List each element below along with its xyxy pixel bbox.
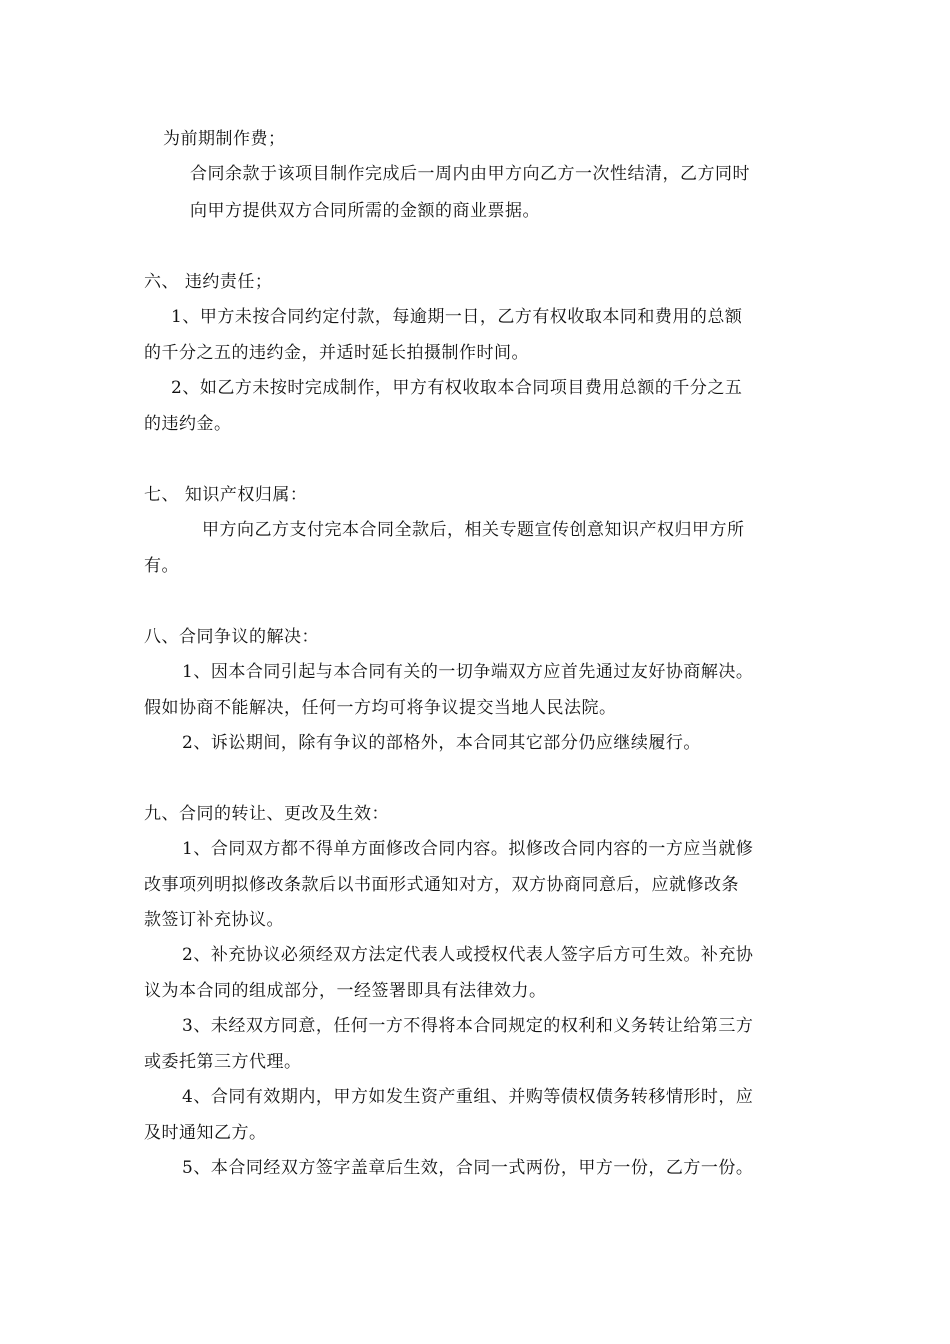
text-line: 有。 xyxy=(144,556,179,576)
text-line: 改事项列明拟修改条款后以书面形式通知对方，双方协商同意后，应就修改条 xyxy=(144,875,739,895)
text-line: 3、未经双方同意，任何一方不得将本合同规定的权利和义务转让给第三方 xyxy=(182,1016,754,1036)
text-line: 假如协商不能解决，任何一方均可将争议提交当地人民法院。 xyxy=(144,698,617,718)
text-line: 甲方向乙方支付完本合同全款后，相关专题宣传创意知识产权归甲方所 xyxy=(202,520,745,540)
section-heading: 七、 知识产权归属： xyxy=(144,485,308,505)
section-heading: 六、 违约责任； xyxy=(144,272,273,292)
text-line: 2、诉讼期间，除有争议的部格外，本合同其它部分仍应继续履行。 xyxy=(182,733,701,753)
text-line: 为前期制作费； xyxy=(163,129,286,149)
text-line: 向甲方提供双方合同所需的金额的商业票据。 xyxy=(190,201,540,221)
text-line: 1、合同双方都不得单方面修改合同内容。拟修改合同内容的一方应当就修 xyxy=(182,839,754,859)
section-heading: 八、合同争议的解决： xyxy=(144,627,319,647)
text-line: 2、补充协议必须经双方法定代表人或授权代表人签字后方可生效。补充协 xyxy=(182,945,754,965)
text-line: 1、因本合同引起与本合同有关的一切争端双方应首先通过友好协商解决。 xyxy=(182,662,754,682)
text-line: 5、本合同经双方签字盖章后生效，合同一式两份，甲方一份，乙方一份。 xyxy=(182,1158,754,1178)
text-line: 款签订补充协议。 xyxy=(144,910,284,930)
text-line: 或委托第三方代理。 xyxy=(144,1052,302,1072)
text-line: 1、甲方未按合同约定付款，每逾期一日，乙方有权收取本同和费用的总额 xyxy=(171,307,743,327)
section-heading: 九、合同的转让、更改及生效： xyxy=(144,804,389,824)
text-line: 的违约金。 xyxy=(144,414,232,434)
text-line: 的千分之五的违约金，并适时延长拍摄制作时间。 xyxy=(144,343,529,363)
text-line: 4、合同有效期内，甲方如发生资产重组、并购等债权债务转移情形时，应 xyxy=(182,1087,754,1107)
text-line: 合同余款于该项目制作完成后一周内由甲方向乙方一次性结清，乙方同时 xyxy=(190,164,750,184)
text-line: 2、如乙方未按时完成制作，甲方有权收取本合同项目费用总额的千分之五 xyxy=(171,378,743,398)
text-line: 议为本合同的组成部分，一经签署即具有法律效力。 xyxy=(144,981,547,1001)
text-line: 及时通知乙方。 xyxy=(144,1123,267,1143)
